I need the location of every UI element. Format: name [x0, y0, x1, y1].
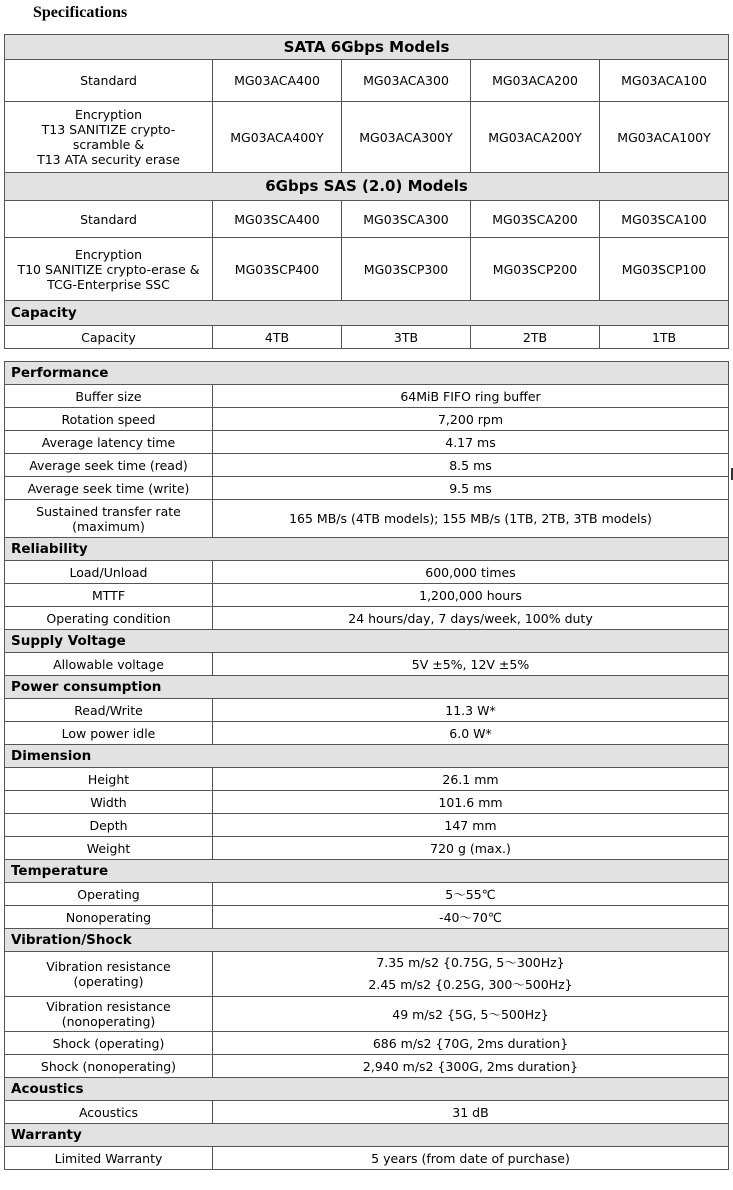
spec-row	[5, 997, 729, 1032]
row-label	[5, 102, 213, 173]
spec-label	[5, 768, 213, 791]
spec-row	[5, 814, 729, 837]
value-line: 101.6 mm	[438, 794, 503, 810]
spec-value	[213, 814, 729, 837]
spec-label	[5, 699, 213, 722]
section-header: Dimension	[5, 745, 729, 768]
value-line: 9.5 ms	[449, 480, 492, 496]
label-line: Nonoperating	[65, 909, 152, 925]
model-cell: MG03SCA100	[600, 201, 729, 238]
spec-label	[5, 906, 213, 929]
section-header: Warranty	[5, 1124, 729, 1147]
spec-label	[5, 1055, 213, 1078]
spec-row	[5, 454, 729, 477]
value-line: 165 MB/s (4TB models); 155 MB/s (1TB, 2TB, 3TB models)	[289, 511, 652, 526]
capacity-cell: 4TB	[213, 326, 342, 349]
row-label: Capacity	[5, 326, 213, 349]
model-cell: MG03ACA200Y	[471, 102, 600, 173]
spec-value	[213, 1032, 729, 1055]
row-label: Standard	[5, 60, 213, 102]
label-line: T10 SANITIZE crypto-erase &	[17, 261, 200, 277]
spec-label	[5, 653, 213, 676]
spec-row	[5, 584, 729, 607]
spec-row	[5, 1055, 729, 1078]
value-line: 5V ±5%, 12V ±5%	[411, 656, 530, 672]
value-line: 31 dB	[452, 1104, 489, 1120]
page-title: Specifications	[33, 4, 128, 21]
sata-models-header: SATA 6Gbps Models	[5, 35, 729, 60]
value-line: 7.35 m/s2 {0.75G, 5～300Hz}	[376, 955, 565, 970]
section-header: Acoustics	[5, 1078, 729, 1101]
row-label: Standard	[5, 201, 213, 238]
spec-row	[5, 607, 729, 630]
spec-row	[5, 561, 729, 584]
spec-value	[213, 385, 729, 408]
value-line: 2,940 m/s2 {300G, 2ms duration}	[362, 1058, 579, 1074]
spec-row	[5, 837, 729, 860]
spec-row	[5, 699, 729, 722]
models-table	[4, 34, 729, 349]
label-line: Average seek time (read)	[29, 457, 188, 473]
spec-value	[213, 607, 729, 630]
label-line: Width	[90, 794, 127, 810]
spec-row	[5, 408, 729, 431]
spec-label	[5, 477, 213, 500]
spec-row	[5, 1032, 729, 1055]
label-line: Buffer size	[75, 388, 142, 404]
model-cell: MG03SCA200	[471, 201, 600, 238]
spec-row	[5, 385, 729, 408]
spec-row	[5, 653, 729, 676]
label-line: scramble &	[72, 137, 145, 152]
spec-row	[5, 722, 729, 745]
spec-label	[5, 431, 213, 454]
capacity-cell: 3TB	[342, 326, 471, 349]
spec-row	[5, 431, 729, 454]
spec-label	[5, 791, 213, 814]
label-line: TCG-Enterprise SSC	[47, 276, 170, 292]
spec-label	[5, 561, 213, 584]
spec-label	[5, 607, 213, 630]
spec-value	[213, 768, 729, 791]
section-header: Supply Voltage	[5, 630, 729, 653]
sas-standard-row	[5, 201, 729, 238]
spec-label	[5, 1032, 213, 1055]
spec-row	[5, 1101, 729, 1124]
label-line: Acoustics	[78, 1104, 139, 1120]
spec-label	[5, 722, 213, 745]
value-line: 7,200 rpm	[437, 411, 503, 427]
spec-value	[213, 454, 729, 477]
spec-label	[5, 883, 213, 906]
capacity-section-header: Capacity	[5, 301, 729, 326]
spec-value	[213, 791, 729, 814]
value-line: 686 m/s2 {70G, 2ms duration}	[372, 1035, 569, 1051]
capacity-row	[5, 326, 729, 349]
spec-value	[213, 500, 729, 538]
sata-encryption-row	[5, 102, 729, 173]
value-line: 2.45 m/s2 {0.25G, 300～500Hz}	[368, 977, 573, 992]
spec-value	[213, 1147, 729, 1170]
spec-value	[213, 699, 729, 722]
label-line: Weight	[86, 840, 131, 856]
label-line: Depth	[89, 817, 128, 833]
label-line: Height	[87, 771, 130, 787]
label-line: Sustained transfer rate	[36, 503, 181, 519]
spec-row	[5, 477, 729, 500]
model-cell: MG03SCA400	[213, 201, 342, 238]
label-line: Rotation speed	[61, 411, 156, 427]
section-header: Performance	[5, 362, 729, 385]
model-cell: MG03SCA300	[342, 201, 471, 238]
model-cell: MG03ACA100	[600, 60, 729, 102]
model-cell: MG03SCP100	[600, 238, 729, 301]
label-line: Shock (operating)	[52, 1035, 165, 1051]
spec-value	[213, 1101, 729, 1124]
model-cell: MG03ACA300Y	[342, 102, 471, 173]
spec-value	[213, 408, 729, 431]
value-line: 8.5 ms	[449, 457, 492, 473]
label-line: Allowable voltage	[53, 656, 164, 672]
label-line: Limited Warranty	[54, 1150, 163, 1166]
spec-label	[5, 837, 213, 860]
value-line: 5～55℃	[445, 886, 496, 902]
label-line: (maximum)	[72, 518, 145, 534]
spec-label	[5, 952, 213, 997]
model-cell: MG03ACA400	[213, 60, 342, 102]
value-line: 64MiB FIFO ring buffer	[400, 388, 541, 404]
spec-value	[213, 477, 729, 500]
label-line: Vibration resistance	[46, 959, 171, 974]
label-line: Low power idle	[61, 725, 156, 741]
value-line: 49 m/s2 {5G, 5～500Hz}	[392, 1006, 549, 1022]
label-line: T13 SANITIZE crypto-	[41, 122, 176, 137]
spec-label	[5, 1101, 213, 1124]
spec-value	[213, 561, 729, 584]
value-line: 600,000 times	[425, 564, 516, 580]
spec-value	[213, 952, 729, 997]
spec-value	[213, 722, 729, 745]
model-cell: MG03SCP200	[471, 238, 600, 301]
label-line: Operating condition	[46, 610, 171, 626]
capacity-cell: 1TB	[600, 326, 729, 349]
sas-models-header: 6Gbps SAS (2.0) Models	[5, 173, 729, 201]
spec-row	[5, 952, 729, 997]
label-line: Read/Write	[74, 702, 143, 718]
spec-value	[213, 837, 729, 860]
row-label	[5, 238, 213, 301]
sas-encryption-row	[5, 238, 729, 301]
model-cell: MG03ACA400Y	[213, 102, 342, 173]
spec-label	[5, 1147, 213, 1170]
model-cell: MG03ACA300	[342, 60, 471, 102]
spec-label	[5, 814, 213, 837]
label-line: Average latency time	[41, 434, 176, 450]
label-line: Operating	[77, 886, 140, 902]
spec-row	[5, 906, 729, 929]
label-line: MTTF	[91, 587, 126, 603]
section-header: Vibration/Shock	[5, 929, 729, 952]
value-line: 720 g (max.)	[430, 840, 511, 856]
spec-row	[5, 791, 729, 814]
value-line: 26.1 mm	[442, 771, 499, 787]
section-header: Power consumption	[5, 676, 729, 699]
model-cell: MG03ACA100Y	[600, 102, 729, 173]
spec-value	[213, 997, 729, 1032]
model-cell: MG03ACA200	[471, 60, 600, 102]
label-line: Shock (nonoperating)	[40, 1058, 177, 1074]
spec-value	[213, 653, 729, 676]
label-line: (nonoperating)	[61, 1014, 156, 1029]
spec-value	[213, 883, 729, 906]
label-line: Load/Unload	[69, 564, 148, 580]
spec-label	[5, 454, 213, 477]
spec-row	[5, 1147, 729, 1170]
spec-label	[5, 584, 213, 607]
spec-value	[213, 906, 729, 929]
spec-value	[213, 584, 729, 607]
spec-label	[5, 385, 213, 408]
spec-label	[5, 500, 213, 538]
spec-row	[5, 883, 729, 906]
value-line: -40～70℃	[439, 909, 502, 925]
spec-value	[213, 431, 729, 454]
label-line: Encryption	[74, 107, 143, 122]
model-cell: MG03SCP300	[342, 238, 471, 301]
section-header: Reliability	[5, 538, 729, 561]
section-header: Temperature	[5, 860, 729, 883]
label-line: Encryption	[74, 246, 143, 262]
value-line: 24 hours/day, 7 days/week, 100% duty	[348, 610, 593, 626]
sata-standard-row	[5, 60, 729, 102]
value-line: 4.17 ms	[445, 434, 496, 450]
capacity-cell: 2TB	[471, 326, 600, 349]
label-line: Vibration resistance	[46, 999, 171, 1014]
model-cell: MG03SCP400	[213, 238, 342, 301]
label-line: T13 ATA security erase	[37, 152, 180, 167]
label-line: Average seek time (write)	[27, 480, 190, 496]
spec-label	[5, 408, 213, 431]
value-line: 1,200,000 hours	[419, 587, 522, 603]
label-line: (operating)	[73, 974, 144, 989]
spec-row	[5, 500, 729, 538]
spec-label	[5, 997, 213, 1032]
specs-table	[4, 361, 729, 1170]
spec-value	[213, 1055, 729, 1078]
value-line: 11.3 W*	[445, 702, 496, 718]
spec-row	[5, 768, 729, 791]
value-line: 147 mm	[444, 817, 497, 833]
value-line: 6.0 W*	[449, 725, 492, 741]
value-line: 5 years (from date of purchase)	[371, 1150, 570, 1166]
